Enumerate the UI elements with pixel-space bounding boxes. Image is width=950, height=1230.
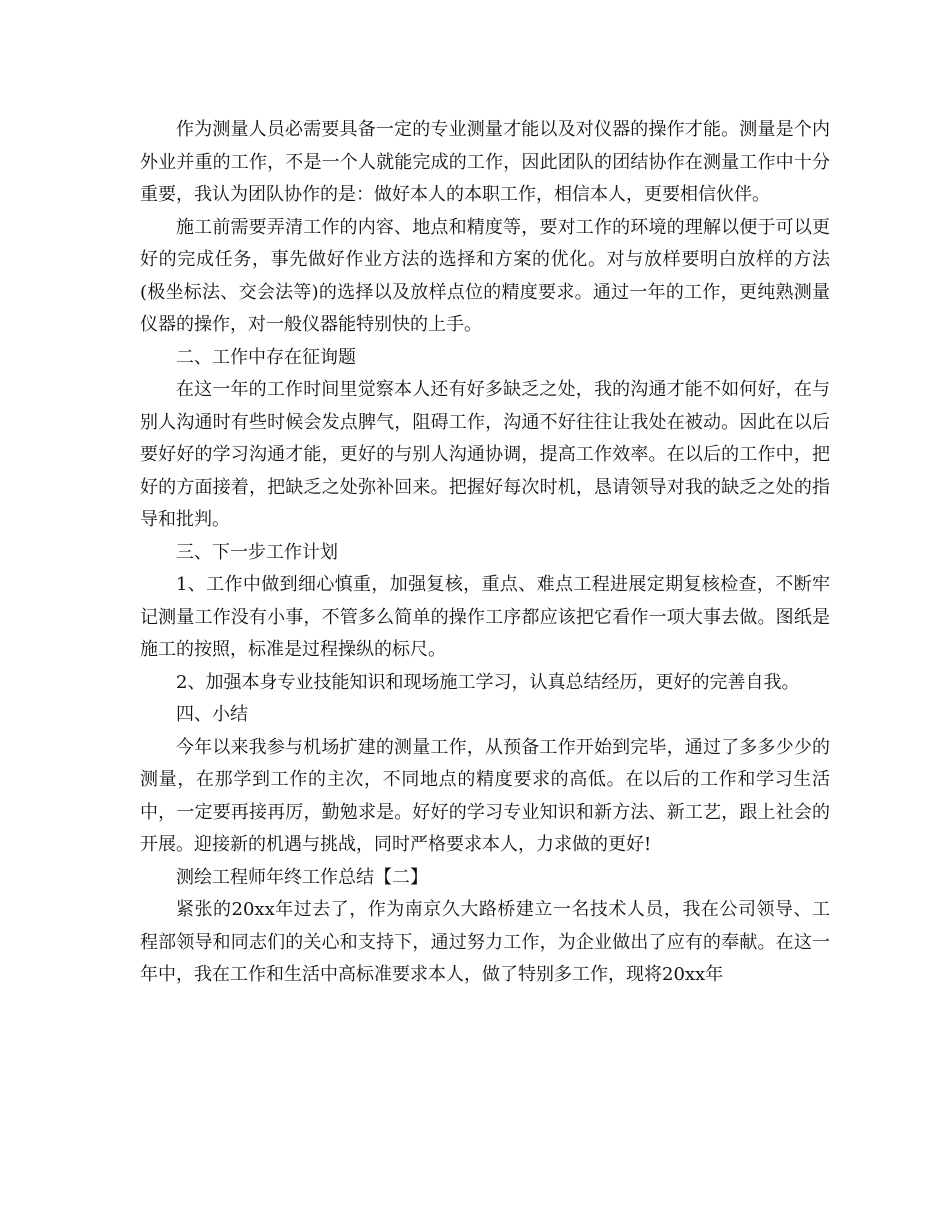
- paragraph-plan-item-2: 2、加强本身专业技能知识和现场施工学习，认真总结经历，更好的完善自我。: [176, 671, 800, 693]
- section-heading-problems: 二、工作中存在征询题: [176, 346, 356, 368]
- paragraph-shortcomings: 在这一年的工作时间里觉察本人还有好多缺乏之处，我的沟通才能不如何好，在与别人沟通时有些时候会发点脾气，阻碍工作，沟通不好往往让我处在被动。因此在以后要好好的学习沟通才能，更好的与别人沟通协调，提高工作效率。在以后的工作中，把好的方面接着，把缺乏之处弥补回来。把握好每次时机，恳请领导对我的缺乏之处的指导和批判。: [140, 379, 830, 530]
- paragraph-plan-item-1: 1、工作中做到细心慎重，加强复核，重点、难点工程进展定期复核检查，不断牢记测量工作没有小事，不管多么简单的操作工序都应该把它看作一项大事去做。图纸是施工的按照，标准是过程操纵的标尺。: [140, 574, 830, 660]
- section-heading-plan: 三、下一步工作计划: [176, 541, 338, 563]
- paragraph-preparation: 施工前需要弄清工作的内容、地点和精度等，要对工作的环境的理解以便于可以更好的完成任务，事先做好作业方法的选择和方案的优化。对与放样要明白放样的方法(极坐标法、交会法等)的选择以及放样点位的精度要求。通过一年的工作，更纯熟测量仪器的操作，对一般仪器能特别快的上手。: [140, 216, 830, 335]
- paragraph-skills: 作为测量人员必需要具备一定的专业测量才能以及对仪器的操作才能。测量是个内外业并重的工作，不是一个人就能完成的工作，因此团队的团结协作在测量工作中十分重要，我认为团队协作的是：做好本人的本职工作，相信本人，更要相信伙伴。: [140, 119, 830, 205]
- section-heading-summary: 四、小结: [176, 704, 248, 725]
- section-heading-part-two: 测绘工程师年终工作总结【二】: [176, 866, 428, 888]
- paragraph-summary: 今年以来我参与机场扩建的测量工作，从预备工作开始到完毕，通过了多多少少的测量，在那学到工作的主次，不同地点的精度要求的高低。在以后的工作和学习生活中，一定要再接再厉，勤勉求是。好好的学习专业知识和新方法、新工艺，跟上社会的开展。迎接新的机遇与挑战，同时严格要求本人，力求做的更好!: [140, 736, 830, 855]
- paragraph-part-two-intro: 紧张的20xx年过去了，作为南京久大路桥建立一名技术人员，我在公司领导、工程部领导和同志们的关心和支持下，通过努力工作，为企业做出了应有的奉献。在这一年中，我在工作和生活中高标准要求本人，做了特别多工作，现将20xx年: [140, 899, 830, 985]
- document-body: [140, 114, 830, 992]
